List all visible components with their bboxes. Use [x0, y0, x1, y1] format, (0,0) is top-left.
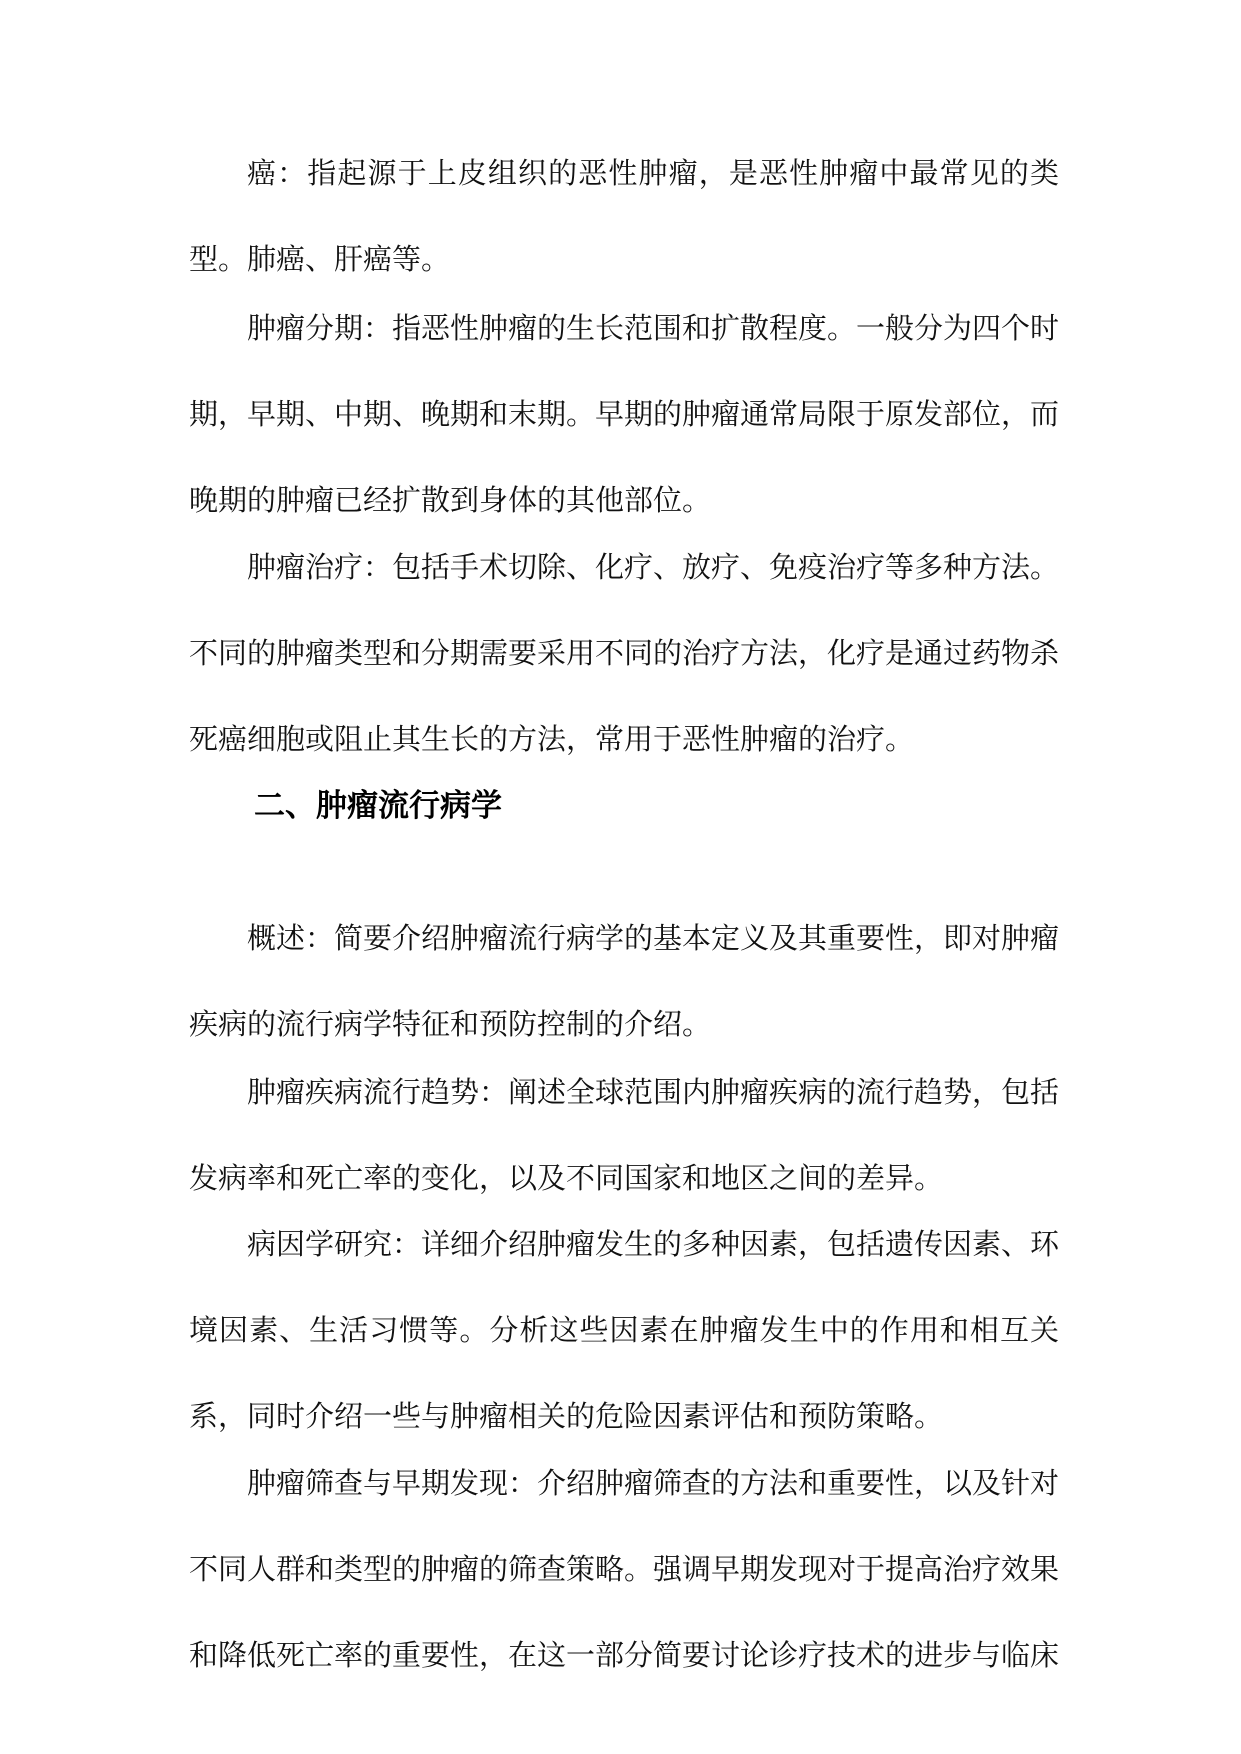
paragraph-tumor-treatment: 肿瘤治疗：包括手术切除、化疗、放疗、免疫治疗等多种方法。不同的肿瘤类型和分期需要采用不同的治疗方法，化疗是通过药物杀死癌细胞或阻止其生长的方法，常用于恶性肿瘤的治疗。	[189, 550, 1060, 756]
paragraph-tumor-staging: 肿瘤分期：指恶性肿瘤的生长范围和扩散程度。一般分为四个时期，早期、中期、晚期和末期。早期的肿瘤通常局限于原发部位，而晚期的肿瘤已经扩散到身体的其他部位。	[189, 311, 1060, 517]
section-heading-epidemiology: 二、肿瘤流行病学	[254, 788, 502, 824]
paragraph-overview: 概述：简要介绍肿瘤流行病学的基本定义及其重要性，即对肿瘤疾病的流行病学特征和预防控制的介绍。	[189, 921, 1060, 1041]
paragraph-screening-early-detection: 肿瘤筛查与早期发现：介绍肿瘤筛查的方法和重要性，以及针对不同人群和类型的肿瘤的筛查策略。强调早期发现对于提高治疗效果和降低死亡率的重要性，在这一部分简要讨论诊疗技术的进步与临床	[189, 1466, 1060, 1672]
paragraph-carcinoma-definition: 癌：指起源于上皮组织的恶性肿瘤，是恶性肿瘤中最常见的类型。肺癌、肝癌等。	[189, 156, 1059, 276]
paragraph-etiology-research: 病因学研究：详细介绍肿瘤发生的多种因素，包括遗传因素、环境因素、生活习惯等。分析这些因素在肿瘤发生中的作用和相互关系，同时介绍一些与肿瘤相关的危险因素评估和预防策略。	[189, 1227, 1060, 1433]
paragraph-epidemic-trends: 肿瘤疾病流行趋势：阐述全球范围内肿瘤疾病的流行趋势，包括发病率和死亡率的变化，以及不同国家和地区之间的差异。	[189, 1075, 1060, 1195]
